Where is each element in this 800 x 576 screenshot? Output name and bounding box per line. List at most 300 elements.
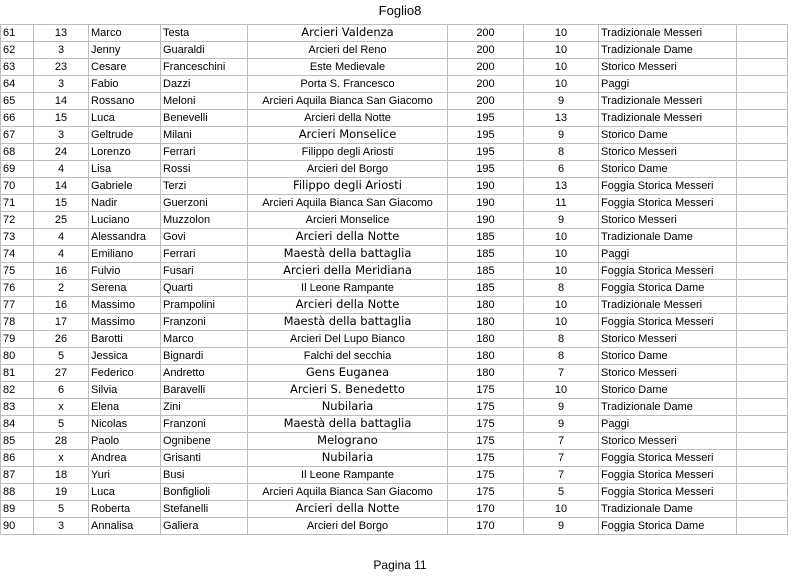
bib-number-cell[interactable]: 16 <box>34 263 89 280</box>
arrows-cell[interactable]: 9 <box>524 127 599 144</box>
score-cell[interactable]: 190 <box>448 195 524 212</box>
row-number-cell[interactable]: 67 <box>1 127 34 144</box>
last-name-cell[interactable]: Franzoni <box>161 416 248 433</box>
score-cell[interactable]: 195 <box>448 127 524 144</box>
arrows-cell[interactable]: 10 <box>524 501 599 518</box>
bib-number-cell[interactable]: 28 <box>34 433 89 450</box>
bib-number-cell[interactable]: 17 <box>34 314 89 331</box>
last-name-cell[interactable]: Galiera <box>161 518 248 535</box>
empty-cell[interactable] <box>737 280 788 297</box>
last-name-cell[interactable]: Benevelli <box>161 110 248 127</box>
arrows-cell[interactable]: 7 <box>524 365 599 382</box>
last-name-cell[interactable]: Prampolini <box>161 297 248 314</box>
category-cell[interactable]: Tradizionale Messeri <box>599 110 737 127</box>
last-name-cell[interactable]: Quarti <box>161 280 248 297</box>
table-row <box>1 246 788 263</box>
team-cell[interactable]: Il Leone Rampante <box>248 467 448 484</box>
bib-number-cell[interactable]: 15 <box>34 110 89 127</box>
score-cell[interactable]: 185 <box>448 263 524 280</box>
bib-number-cell[interactable]: 13 <box>34 25 89 42</box>
score-cell[interactable]: 185 <box>448 229 524 246</box>
bib-number-cell[interactable]: 25 <box>34 212 89 229</box>
row-number-cell[interactable]: 78 <box>1 314 34 331</box>
last-name-cell[interactable]: Grisanti <box>161 450 248 467</box>
team-name: Maestà della battaglia <box>283 314 412 328</box>
score-cell[interactable]: 175 <box>448 467 524 484</box>
table-body <box>1 25 788 535</box>
first-name-cell[interactable]: Paolo <box>89 433 161 450</box>
score-cell[interactable]: 180 <box>448 348 524 365</box>
bib-number-cell[interactable]: 27 <box>34 365 89 382</box>
category-cell[interactable]: Tradizionale Messeri <box>599 297 737 314</box>
first-name-cell[interactable]: Cesare <box>89 59 161 76</box>
category-cell[interactable]: Storico Messeri <box>599 365 737 382</box>
last-name-cell[interactable]: Bonfiglioli <box>161 484 248 501</box>
empty-cell[interactable] <box>737 399 788 416</box>
empty-cell[interactable] <box>737 314 788 331</box>
team-cell[interactable] <box>248 365 448 382</box>
category-cell[interactable]: Storico Messeri <box>599 59 737 76</box>
table-row <box>1 93 788 110</box>
first-name-cell[interactable]: Elena <box>89 399 161 416</box>
first-name-cell[interactable]: Fulvio <box>89 263 161 280</box>
team-name: Arcieri della Meridiana <box>283 263 412 277</box>
team-cell[interactable] <box>248 501 448 518</box>
score-cell[interactable]: 170 <box>448 518 524 535</box>
bib-number-cell[interactable]: 14 <box>34 93 89 110</box>
category-cell[interactable]: Storico Dame <box>599 382 737 399</box>
row-number-cell[interactable]: 90 <box>1 518 34 535</box>
arrows-cell[interactable]: 9 <box>524 518 599 535</box>
team-cell[interactable]: Arcieri Aquila Bianca San Giacomo <box>248 484 448 501</box>
score-cell[interactable]: 200 <box>448 93 524 110</box>
arrows-cell[interactable]: 10 <box>524 229 599 246</box>
first-name-cell[interactable]: Massimo <box>89 297 161 314</box>
first-name-cell[interactable]: Alessandra <box>89 229 161 246</box>
arrows-cell[interactable]: 7 <box>524 450 599 467</box>
team-name: Arcieri Monselice <box>298 127 397 141</box>
row-number-cell[interactable]: 69 <box>1 161 34 178</box>
bib-number-cell[interactable]: 5 <box>34 348 89 365</box>
team-name: Nubilaria <box>321 450 374 464</box>
last-name-cell[interactable]: Marco <box>161 331 248 348</box>
first-name-cell[interactable]: Massimo <box>89 314 161 331</box>
bib-number-cell[interactable]: 26 <box>34 331 89 348</box>
team-cell[interactable]: Arcieri del Borgo <box>248 518 448 535</box>
score-cell[interactable]: 170 <box>448 501 524 518</box>
last-name-cell[interactable]: Ferrari <box>161 144 248 161</box>
table-row <box>1 297 788 314</box>
team-name: Maestà della battaglia <box>283 416 412 430</box>
score-cell[interactable]: 200 <box>448 25 524 42</box>
table-row <box>1 280 788 297</box>
category-cell[interactable]: Foggia Storica Dame <box>599 518 737 535</box>
arrows-cell[interactable]: 10 <box>524 263 599 280</box>
arrows-cell[interactable]: 8 <box>524 144 599 161</box>
row-number-cell[interactable]: 62 <box>1 42 34 59</box>
empty-cell[interactable] <box>737 178 788 195</box>
last-name-cell[interactable]: Terzi <box>161 178 248 195</box>
row-number-cell[interactable]: 74 <box>1 246 34 263</box>
arrows-cell[interactable]: 9 <box>524 399 599 416</box>
arrows-cell[interactable]: 13 <box>524 110 599 127</box>
empty-cell[interactable] <box>737 25 788 42</box>
page-footer: Pagina 11 <box>373 558 427 572</box>
category-cell[interactable]: Storico Messeri <box>599 433 737 450</box>
row-number-cell[interactable]: 75 <box>1 263 34 280</box>
last-name-cell[interactable]: Milani <box>161 127 248 144</box>
empty-cell[interactable] <box>737 161 788 178</box>
team-cell[interactable] <box>248 314 448 331</box>
first-name-cell[interactable]: Luciano <box>89 212 161 229</box>
team-name: Arcieri della Notte <box>295 501 400 515</box>
bib-number-cell[interactable]: 3 <box>34 127 89 144</box>
bib-number-cell[interactable]: 3 <box>34 42 89 59</box>
row-number-cell[interactable]: 77 <box>1 297 34 314</box>
table-row <box>1 365 788 382</box>
team-cell[interactable] <box>248 178 448 195</box>
category-cell[interactable]: Storico Dame <box>599 161 737 178</box>
row-number-cell[interactable]: 66 <box>1 110 34 127</box>
category-cell[interactable]: Tradizionale Messeri <box>599 25 737 42</box>
arrows-cell[interactable]: 10 <box>524 42 599 59</box>
row-number-cell[interactable]: 82 <box>1 382 34 399</box>
last-name-cell[interactable]: Meloni <box>161 93 248 110</box>
team-name: Arcieri Valdenza <box>301 25 394 39</box>
arrows-cell[interactable]: 7 <box>524 433 599 450</box>
first-name-cell[interactable]: Nicolas <box>89 416 161 433</box>
last-name-cell[interactable]: Dazzi <box>161 76 248 93</box>
team-cell[interactable] <box>248 382 448 399</box>
category-cell[interactable]: Foggia Storica Messeri <box>599 314 737 331</box>
team-name: Arcieri della Notte <box>295 229 400 243</box>
team-cell[interactable] <box>248 450 448 467</box>
row-number-cell[interactable]: 72 <box>1 212 34 229</box>
category-cell[interactable]: Storico Messeri <box>599 331 737 348</box>
empty-cell[interactable] <box>737 212 788 229</box>
bib-number-cell[interactable]: 4 <box>34 161 89 178</box>
last-name-cell[interactable]: Andretto <box>161 365 248 382</box>
arrows-cell[interactable]: 10 <box>524 76 599 93</box>
bib-number-cell[interactable]: 24 <box>34 144 89 161</box>
last-name-cell[interactable]: Ognibene <box>161 433 248 450</box>
first-name-cell[interactable]: Federico <box>89 365 161 382</box>
team-name: Nubilaria <box>321 399 374 413</box>
category-cell[interactable]: Storico Dame <box>599 127 737 144</box>
bib-number-cell[interactable]: 15 <box>34 195 89 212</box>
score-cell[interactable]: 175 <box>448 399 524 416</box>
team-cell[interactable]: Arcieri Monselice <box>248 212 448 229</box>
last-name-cell[interactable]: Franzoni <box>161 314 248 331</box>
first-name-cell[interactable]: Barotti <box>89 331 161 348</box>
arrows-cell[interactable]: 9 <box>524 93 599 110</box>
first-name-cell[interactable]: Marco <box>89 25 161 42</box>
empty-cell[interactable] <box>737 501 788 518</box>
score-cell[interactable]: 200 <box>448 42 524 59</box>
table-row <box>1 433 788 450</box>
empty-cell[interactable] <box>737 382 788 399</box>
score-cell[interactable]: 180 <box>448 314 524 331</box>
last-name-cell[interactable]: Govi <box>161 229 248 246</box>
score-cell[interactable]: 190 <box>448 212 524 229</box>
category-cell[interactable]: Paggi <box>599 246 737 263</box>
row-number-cell[interactable]: 61 <box>1 25 34 42</box>
row-number-cell[interactable]: 81 <box>1 365 34 382</box>
team-name: Arcieri della Notte <box>295 297 400 311</box>
arrows-cell[interactable]: 9 <box>524 212 599 229</box>
row-number-cell[interactable]: 68 <box>1 144 34 161</box>
team-cell[interactable]: Il Leone Rampante <box>248 280 448 297</box>
empty-cell[interactable] <box>737 518 788 535</box>
empty-cell[interactable] <box>737 42 788 59</box>
table-row <box>1 501 788 518</box>
team-cell[interactable]: Arcieri Aquila Bianca San Giacomo <box>248 195 448 212</box>
arrows-cell[interactable]: 10 <box>524 246 599 263</box>
bib-number-cell[interactable]: 3 <box>34 518 89 535</box>
last-name-cell[interactable]: Testa <box>161 25 248 42</box>
last-name-cell[interactable]: Baravelli <box>161 382 248 399</box>
row-number-cell[interactable]: 88 <box>1 484 34 501</box>
table-row <box>1 348 788 365</box>
category-cell[interactable]: Tradizionale Dame <box>599 42 737 59</box>
first-name-cell[interactable]: Lisa <box>89 161 161 178</box>
score-cell[interactable]: 190 <box>448 178 524 195</box>
team-cell[interactable] <box>248 263 448 280</box>
score-cell[interactable]: 175 <box>448 416 524 433</box>
team-cell[interactable]: Filippo degli Ariosti <box>248 144 448 161</box>
empty-cell[interactable] <box>737 110 788 127</box>
last-name-cell[interactable]: Muzzolon <box>161 212 248 229</box>
bib-number-cell[interactable]: 14 <box>34 178 89 195</box>
empty-cell[interactable] <box>737 433 788 450</box>
row-number-cell[interactable]: 85 <box>1 433 34 450</box>
row-number-cell[interactable]: 65 <box>1 93 34 110</box>
empty-cell[interactable] <box>737 76 788 93</box>
score-cell[interactable]: 195 <box>448 110 524 127</box>
bib-number-cell[interactable]: 4 <box>34 246 89 263</box>
score-cell[interactable]: 175 <box>448 450 524 467</box>
category-cell[interactable]: Tradizionale Dame <box>599 229 737 246</box>
empty-cell[interactable] <box>737 467 788 484</box>
bib-number-cell[interactable]: x <box>34 450 89 467</box>
category-cell[interactable]: Foggia Storica Messeri <box>599 263 737 280</box>
table-row <box>1 399 788 416</box>
bib-number-cell[interactable]: 4 <box>34 229 89 246</box>
row-number-cell[interactable]: 63 <box>1 59 34 76</box>
sheet-title: Foglio8 <box>378 3 422 18</box>
last-name-cell[interactable]: Ferrari <box>161 246 248 263</box>
team-cell[interactable]: Arcieri del Reno <box>248 42 448 59</box>
bib-number-cell[interactable]: 3 <box>34 76 89 93</box>
row-number-cell[interactable]: 83 <box>1 399 34 416</box>
category-cell[interactable]: Foggia Storica Messeri <box>599 467 737 484</box>
category-cell[interactable]: Paggi <box>599 76 737 93</box>
first-name-cell[interactable]: Annalisa <box>89 518 161 535</box>
category-cell[interactable]: Foggia Storica Messeri <box>599 484 737 501</box>
category-cell[interactable]: Tradizionale Dame <box>599 399 737 416</box>
last-name-cell[interactable]: Busi <box>161 467 248 484</box>
table-row <box>1 195 788 212</box>
first-name-cell[interactable]: Jessica <box>89 348 161 365</box>
row-number-cell[interactable]: 80 <box>1 348 34 365</box>
team-cell[interactable] <box>248 399 448 416</box>
table-row <box>1 263 788 280</box>
first-name-cell[interactable]: Geltrude <box>89 127 161 144</box>
last-name-cell[interactable]: Bignardi <box>161 348 248 365</box>
first-name-cell[interactable]: Nadir <box>89 195 161 212</box>
team-cell[interactable]: Porta S. Francesco <box>248 76 448 93</box>
score-cell[interactable]: 180 <box>448 331 524 348</box>
team-cell[interactable]: Arcieri Del Lupo Bianco <box>248 331 448 348</box>
empty-cell[interactable] <box>737 229 788 246</box>
row-number-cell[interactable]: 79 <box>1 331 34 348</box>
first-name-cell[interactable]: Serena <box>89 280 161 297</box>
category-cell[interactable]: Tradizionale Dame <box>599 501 737 518</box>
arrows-cell[interactable]: 10 <box>524 314 599 331</box>
last-name-cell[interactable]: Rossi <box>161 161 248 178</box>
first-name-cell[interactable]: Silvia <box>89 382 161 399</box>
empty-cell[interactable] <box>737 348 788 365</box>
category-cell[interactable]: Paggi <box>599 416 737 433</box>
arrows-cell[interactable]: 6 <box>524 161 599 178</box>
empty-cell[interactable] <box>737 263 788 280</box>
score-cell[interactable]: 200 <box>448 59 524 76</box>
score-cell[interactable]: 195 <box>448 161 524 178</box>
empty-cell[interactable] <box>737 246 788 263</box>
score-cell[interactable]: 180 <box>448 297 524 314</box>
score-cell[interactable]: 185 <box>448 246 524 263</box>
table-row <box>1 416 788 433</box>
last-name-cell[interactable]: Zini <box>161 399 248 416</box>
empty-cell[interactable] <box>737 484 788 501</box>
last-name-cell[interactable]: Franceschini <box>161 59 248 76</box>
first-name-cell[interactable]: Fabio <box>89 76 161 93</box>
first-name-cell[interactable]: Lorenzo <box>89 144 161 161</box>
empty-cell[interactable] <box>737 297 788 314</box>
first-name-cell[interactable]: Andrea <box>89 450 161 467</box>
arrows-cell[interactable]: 13 <box>524 178 599 195</box>
arrows-cell[interactable]: 10 <box>524 382 599 399</box>
empty-cell[interactable] <box>737 416 788 433</box>
row-number-cell[interactable]: 64 <box>1 76 34 93</box>
arrows-cell[interactable]: 11 <box>524 195 599 212</box>
team-cell[interactable]: Este Medievale <box>248 59 448 76</box>
arrows-cell[interactable]: 8 <box>524 331 599 348</box>
first-name-cell[interactable]: Luca <box>89 110 161 127</box>
category-cell[interactable]: Storico Messeri <box>599 144 737 161</box>
bib-number-cell[interactable]: 18 <box>34 467 89 484</box>
category-cell[interactable]: Storico Messeri <box>599 212 737 229</box>
row-number-cell[interactable]: 73 <box>1 229 34 246</box>
last-name-cell[interactable]: Stefanelli <box>161 501 248 518</box>
arrows-cell[interactable]: 8 <box>524 280 599 297</box>
score-cell[interactable]: 180 <box>448 365 524 382</box>
score-cell[interactable]: 200 <box>448 76 524 93</box>
table-row <box>1 42 788 59</box>
last-name-cell[interactable]: Guaraldi <box>161 42 248 59</box>
row-number-cell[interactable]: 89 <box>1 501 34 518</box>
arrows-cell[interactable]: 5 <box>524 484 599 501</box>
first-name-cell[interactable]: Jenny <box>89 42 161 59</box>
first-name-cell[interactable]: Roberta <box>89 501 161 518</box>
team-cell[interactable]: Arcieri della Notte <box>248 110 448 127</box>
empty-cell[interactable] <box>737 450 788 467</box>
score-cell[interactable]: 175 <box>448 382 524 399</box>
team-cell[interactable] <box>248 229 448 246</box>
score-cell[interactable]: 195 <box>448 144 524 161</box>
category-cell[interactable]: Foggia Storica Messeri <box>599 195 737 212</box>
empty-cell[interactable] <box>737 59 788 76</box>
team-cell[interactable]: Arcieri del Borgo <box>248 161 448 178</box>
row-number-cell[interactable]: 87 <box>1 467 34 484</box>
first-name-cell[interactable]: Luca <box>89 484 161 501</box>
row-number-cell[interactable]: 76 <box>1 280 34 297</box>
arrows-cell[interactable]: 9 <box>524 416 599 433</box>
empty-cell[interactable] <box>737 127 788 144</box>
team-cell[interactable]: Falchi del secchia <box>248 348 448 365</box>
team-cell[interactable] <box>248 297 448 314</box>
bib-number-cell[interactable]: 16 <box>34 297 89 314</box>
category-cell[interactable]: Tradizionale Messeri <box>599 93 737 110</box>
score-cell[interactable]: 175 <box>448 484 524 501</box>
bib-number-cell[interactable]: 2 <box>34 280 89 297</box>
empty-cell[interactable] <box>737 93 788 110</box>
category-cell[interactable]: Storico Dame <box>599 348 737 365</box>
score-cell[interactable]: 175 <box>448 433 524 450</box>
score-cell[interactable]: 185 <box>448 280 524 297</box>
category-cell[interactable]: Foggia Storica Messeri <box>599 450 737 467</box>
first-name-cell[interactable]: Yuri <box>89 467 161 484</box>
team-cell[interactable] <box>248 433 448 450</box>
bib-number-cell[interactable]: 5 <box>34 501 89 518</box>
category-cell[interactable]: Foggia Storica Dame <box>599 280 737 297</box>
row-number-cell[interactable]: 70 <box>1 178 34 195</box>
row-number-cell[interactable]: 86 <box>1 450 34 467</box>
arrows-cell[interactable]: 8 <box>524 348 599 365</box>
arrows-cell[interactable]: 10 <box>524 297 599 314</box>
empty-cell[interactable] <box>737 144 788 161</box>
team-cell[interactable]: Arcieri Aquila Bianca San Giacomo <box>248 93 448 110</box>
empty-cell[interactable] <box>737 365 788 382</box>
first-name-cell[interactable]: Rossano <box>89 93 161 110</box>
row-number-cell[interactable]: 84 <box>1 416 34 433</box>
team-cell[interactable] <box>248 416 448 433</box>
category-cell[interactable]: Foggia Storica Messeri <box>599 178 737 195</box>
bib-number-cell[interactable]: 6 <box>34 382 89 399</box>
table-row <box>1 450 788 467</box>
table-row <box>1 212 788 229</box>
empty-cell[interactable] <box>737 331 788 348</box>
first-name-cell[interactable]: Emiliano <box>89 246 161 263</box>
bib-number-cell[interactable]: 5 <box>34 416 89 433</box>
arrows-cell[interactable]: 10 <box>524 25 599 42</box>
bib-number-cell[interactable]: x <box>34 399 89 416</box>
first-name-cell[interactable]: Gabriele <box>89 178 161 195</box>
team-cell[interactable] <box>248 127 448 144</box>
team-cell[interactable] <box>248 246 448 263</box>
table-row <box>1 484 788 501</box>
arrows-cell[interactable]: 7 <box>524 467 599 484</box>
team-cell[interactable] <box>248 25 448 42</box>
bib-number-cell[interactable]: 23 <box>34 59 89 76</box>
table-row <box>1 382 788 399</box>
empty-cell[interactable] <box>737 195 788 212</box>
arrows-cell[interactable]: 10 <box>524 59 599 76</box>
bib-number-cell[interactable]: 19 <box>34 484 89 501</box>
last-name-cell[interactable]: Fusari <box>161 263 248 280</box>
row-number-cell[interactable]: 71 <box>1 195 34 212</box>
last-name-cell[interactable]: Guerzoni <box>161 195 248 212</box>
